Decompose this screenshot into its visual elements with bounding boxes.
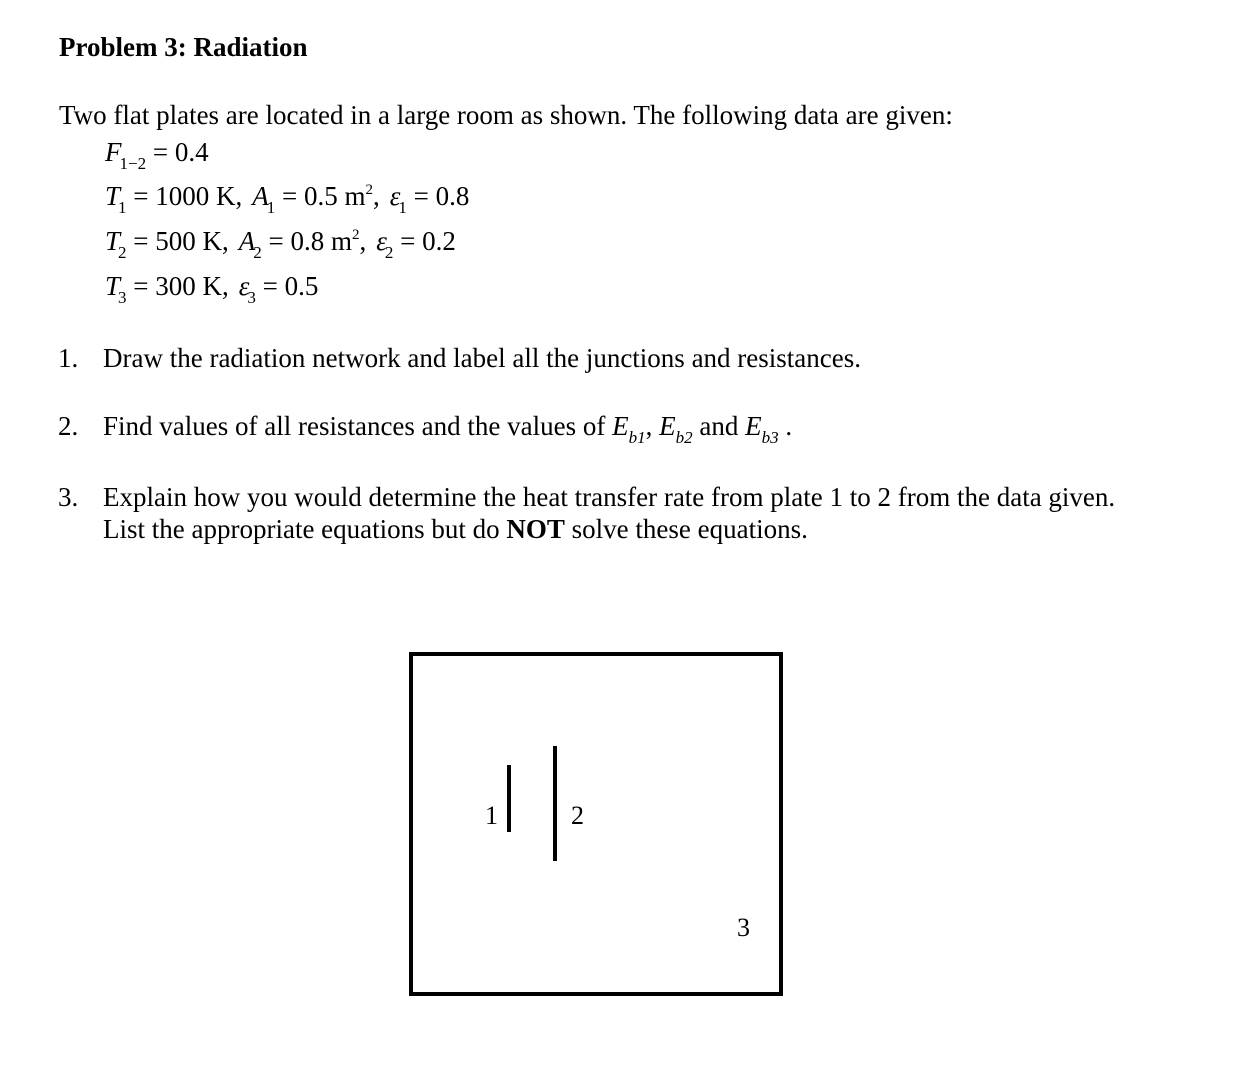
value: = 0.5 m bbox=[275, 181, 366, 211]
plate-2-label: 2 bbox=[571, 801, 584, 830]
symbol-eb3: E bbox=[745, 411, 762, 441]
subscript: 3 bbox=[118, 288, 127, 307]
question-3-line2-pre: List the appropriate equations but do bbox=[103, 514, 507, 544]
question-3-number: 3. bbox=[58, 482, 79, 512]
symbol-eb2: E bbox=[659, 411, 676, 441]
given-plate1 bbox=[105, 181, 470, 217]
terminator: . bbox=[778, 411, 793, 441]
symbol-e2: ε bbox=[376, 226, 387, 256]
value: = 0.8 bbox=[406, 181, 470, 211]
subscript: b2 bbox=[675, 428, 693, 447]
superscript: 2 bbox=[352, 227, 360, 243]
subscript: b1 bbox=[628, 428, 646, 447]
symbol-e1: ε bbox=[389, 181, 401, 211]
subscript: 2 bbox=[253, 243, 262, 262]
superscript: 2 bbox=[365, 182, 373, 198]
question-2-number: 2. bbox=[58, 411, 79, 441]
subscript: 2 bbox=[384, 243, 394, 262]
symbol-t1: T bbox=[105, 181, 121, 211]
value: = 300 K, bbox=[126, 271, 229, 301]
plate-1 bbox=[507, 765, 511, 832]
question-3-emphasis: NOT bbox=[506, 514, 565, 544]
problem-intro: Two flat plates are located in a large room as shown. The following data are given: bbox=[59, 100, 953, 130]
subscript: 3 bbox=[247, 288, 256, 307]
given-room bbox=[105, 271, 319, 307]
plate-2 bbox=[553, 746, 557, 861]
subscript: 1 bbox=[398, 198, 407, 217]
subscript: 1 bbox=[266, 198, 276, 217]
subscript: 2 bbox=[118, 243, 127, 262]
question-3-line2 bbox=[103, 514, 808, 545]
question-3-line2-post: solve these equations. bbox=[564, 514, 808, 544]
question-2-text bbox=[103, 411, 793, 447]
comma: , bbox=[359, 226, 367, 256]
value: = 0.5 bbox=[255, 271, 319, 301]
subscript: 1−2 bbox=[119, 154, 147, 173]
value: = 0.8 m bbox=[261, 226, 352, 256]
symbol-eb1: E bbox=[612, 411, 629, 441]
problem-title: Problem 3: Radiation bbox=[59, 32, 308, 62]
room-enclosure bbox=[409, 652, 783, 996]
given-plate2 bbox=[105, 226, 456, 262]
value: = 0.2 bbox=[393, 226, 456, 256]
question-1-text: Draw the radiation network and label all the junctions and resistances. bbox=[103, 343, 862, 373]
question-2-lead: Find values of all resistances and the values of bbox=[103, 411, 613, 441]
value: = 500 K, bbox=[126, 226, 229, 256]
separator: , bbox=[645, 411, 660, 441]
room-label: 3 bbox=[737, 913, 750, 942]
question-3-line1: Explain how you would determine the heat transfer rate from plate 1 to 2 from the data given. bbox=[103, 482, 1116, 512]
question-1-number: 1. bbox=[58, 343, 79, 373]
subscript: 1 bbox=[118, 198, 127, 217]
value: = 1000 K, bbox=[126, 181, 243, 211]
symbol-t2: T bbox=[105, 226, 121, 256]
symbol-a2: A bbox=[238, 226, 256, 256]
value: = 0.4 bbox=[146, 137, 209, 167]
comma: , bbox=[373, 181, 380, 211]
symbol-e3: ε bbox=[238, 271, 250, 301]
subscript: b3 bbox=[761, 428, 779, 447]
symbol-t3: T bbox=[105, 271, 121, 301]
separator: and bbox=[692, 411, 746, 441]
symbol-f: F bbox=[105, 137, 122, 167]
given-view-factor bbox=[105, 137, 209, 173]
plate-1-label: 1 bbox=[485, 801, 498, 830]
symbol-a1: A bbox=[252, 181, 269, 211]
